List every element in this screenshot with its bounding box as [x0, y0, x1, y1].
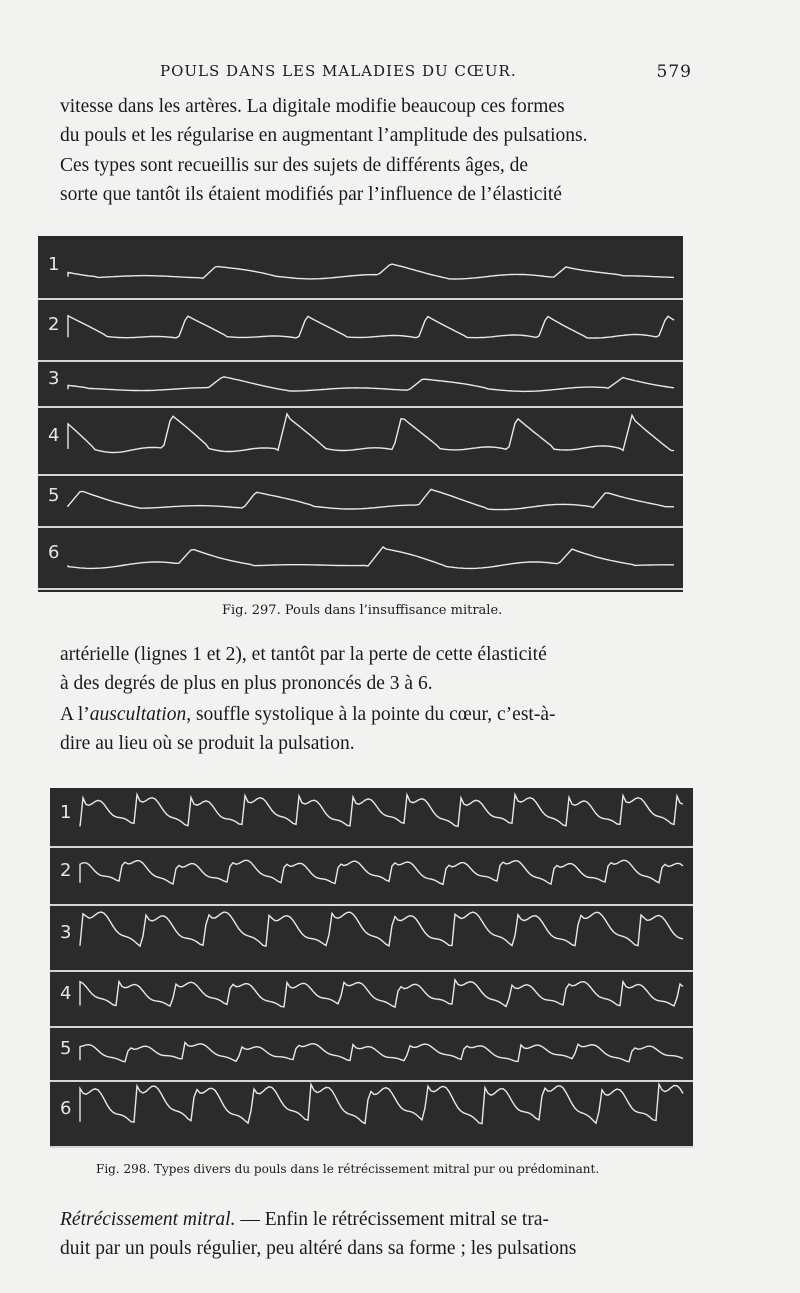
tracing-strip-6: [50, 1082, 693, 1148]
text-line: Ces types sont recueillis sur des sujets de différents âges, de: [60, 155, 529, 176]
paragraph-1: [60, 92, 700, 150]
paragraph-2: [60, 151, 700, 209]
tracing-line: [68, 414, 674, 453]
pulse-tracing: [50, 1082, 693, 1146]
section-heading: Rétrécissement mitral.: [60, 1209, 236, 1230]
tracing-line: [80, 795, 683, 827]
tracing-line: [68, 264, 674, 279]
strip-label: 6: [48, 542, 60, 563]
pulse-tracing: [38, 528, 683, 588]
tracing-strip-4: [50, 972, 693, 1028]
tracing-line: [68, 547, 674, 568]
tracing-line: [80, 912, 683, 946]
strip-label: 5: [48, 485, 60, 506]
pulse-tracing: [50, 790, 693, 846]
tracing-strip-3: [50, 906, 693, 972]
text-line: duit par un pouls régulier, peu altéré dans sa forme ; les pulsations: [60, 1238, 577, 1259]
paragraph-4: [60, 700, 700, 758]
emphasized-term: auscultation: [89, 704, 187, 725]
figure-297-caption: Fig. 297. Pouls dans l’insuffisance mitrale.: [222, 603, 503, 618]
tracing-line: [68, 377, 674, 392]
pulse-tracing: [38, 242, 683, 298]
tracing-line: [68, 316, 674, 338]
text-line: vitesse dans les artères. La digitale modifie beaucoup ces formes: [60, 96, 565, 117]
figure-298-caption: Fig. 298. Types divers du pouls dans le rétrécissement mitral pur ou prédominant.: [96, 1162, 600, 1176]
pulse-tracing: [50, 906, 693, 970]
text-line: [60, 1205, 700, 1234]
text-fragment: A l’: [60, 704, 90, 725]
pulse-tracing: [50, 972, 693, 1026]
tracing-strip-1: [38, 242, 683, 300]
pulse-tracing: [50, 848, 693, 904]
strip-label: 2: [48, 314, 60, 335]
strip-label: 3: [60, 922, 72, 943]
tracing-line: [80, 1084, 683, 1123]
strip-label: 2: [60, 860, 72, 881]
pulse-tracing: [38, 408, 683, 474]
text-line: [60, 700, 700, 729]
text-line: artérielle (lignes 1 et 2), et tantôt par la perte de cette élasticité: [60, 644, 547, 665]
text-fragment: — Enfin le rétrécissement mitral se tra-: [235, 1209, 549, 1230]
pulse-tracing: [50, 1028, 693, 1080]
tracing-strip-4: [38, 408, 683, 476]
text-line: dire au lieu où se produit la pulsation.: [60, 733, 355, 754]
pulse-tracing: [38, 300, 683, 360]
figure-297-pulse-tracings: [38, 236, 683, 592]
pulse-tracing: [38, 476, 683, 526]
tracing-strip-5: [50, 1028, 693, 1082]
page-number: 579: [656, 62, 692, 82]
tracing-strip-6: [38, 528, 683, 590]
text-fragment: , souffle systolique à la pointe du cœur, c’est-à-: [186, 704, 556, 725]
paragraph-3: [60, 640, 700, 698]
text-line: sorte que tantôt ils étaient modifiés par l’influence de l’élasticité: [60, 184, 562, 205]
strip-label: 6: [60, 1098, 72, 1119]
strip-label: 1: [60, 802, 72, 823]
running-title: POULS DANS LES MALADIES DU CŒUR.: [160, 62, 517, 80]
strip-label: 1: [48, 254, 60, 275]
tracing-strip-2: [38, 300, 683, 362]
text-line: à des degrés de plus en plus prononcés de 3 à 6.: [60, 673, 433, 694]
strip-label: 4: [60, 983, 72, 1004]
tracing-strip-2: [50, 848, 693, 906]
strip-label: 5: [60, 1038, 72, 1059]
tracing-strip-1: [50, 790, 693, 848]
tracing-line: [80, 1043, 683, 1062]
paragraph-5: [60, 1205, 700, 1263]
pulse-tracing: [38, 362, 683, 406]
tracing-line: [80, 980, 683, 1007]
tracing-strip-3: [38, 362, 683, 408]
tracing-line: [68, 489, 674, 509]
tracing-line: [80, 860, 683, 884]
tracing-strip-5: [38, 476, 683, 528]
strip-label: 3: [48, 368, 60, 389]
figure-298-pulse-tracings: [50, 788, 693, 1148]
text-line: du pouls et les régularise en augmentant l’amplitude des pulsations.: [60, 125, 588, 146]
strip-label: 4: [48, 425, 60, 446]
